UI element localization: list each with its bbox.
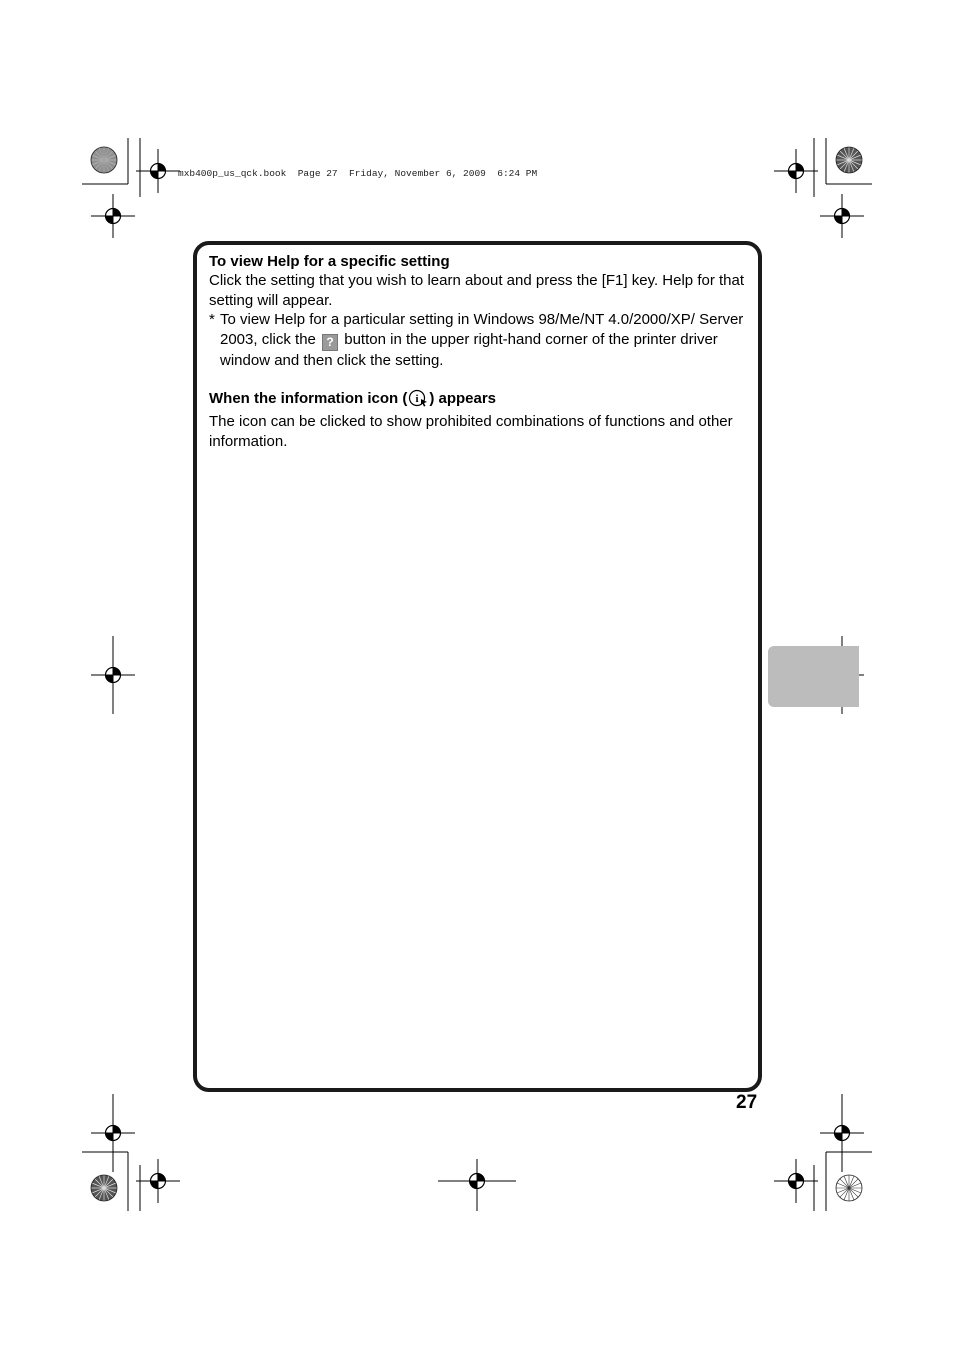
section-heading-help: To view Help for a specific setting xyxy=(209,253,450,270)
section-heading-info: When the information icon ( i ) appears xyxy=(209,389,749,412)
chapter-tab xyxy=(768,646,859,707)
note-text-after: button in the upper right-hand corner of the printer driver window and then click the setting. xyxy=(220,330,718,369)
help-question-icon: ? xyxy=(322,334,338,351)
information-icon xyxy=(407,389,429,412)
help-note xyxy=(209,310,749,370)
section-body-help: Click the setting that you wish to learn about and press the [F1] key. Help for that setting will appear. xyxy=(209,272,745,309)
content-area xyxy=(209,252,749,451)
page-number: 27 xyxy=(736,1092,758,1113)
note-text-before: To view Help for a particular setting in Windows 98/Me/NT 4.0/2000/XP/ Server 2003, click the xyxy=(220,311,744,348)
note-marker: * xyxy=(209,311,215,329)
svg-text:i: i xyxy=(415,393,419,406)
print-slug: mxb400p_us_qck.book Page 27 Friday, November 6, 2009 6:24 PM xyxy=(178,168,538,179)
section-body-info: The icon can be clicked to show prohibited combinations of functions and other information. xyxy=(209,413,733,450)
